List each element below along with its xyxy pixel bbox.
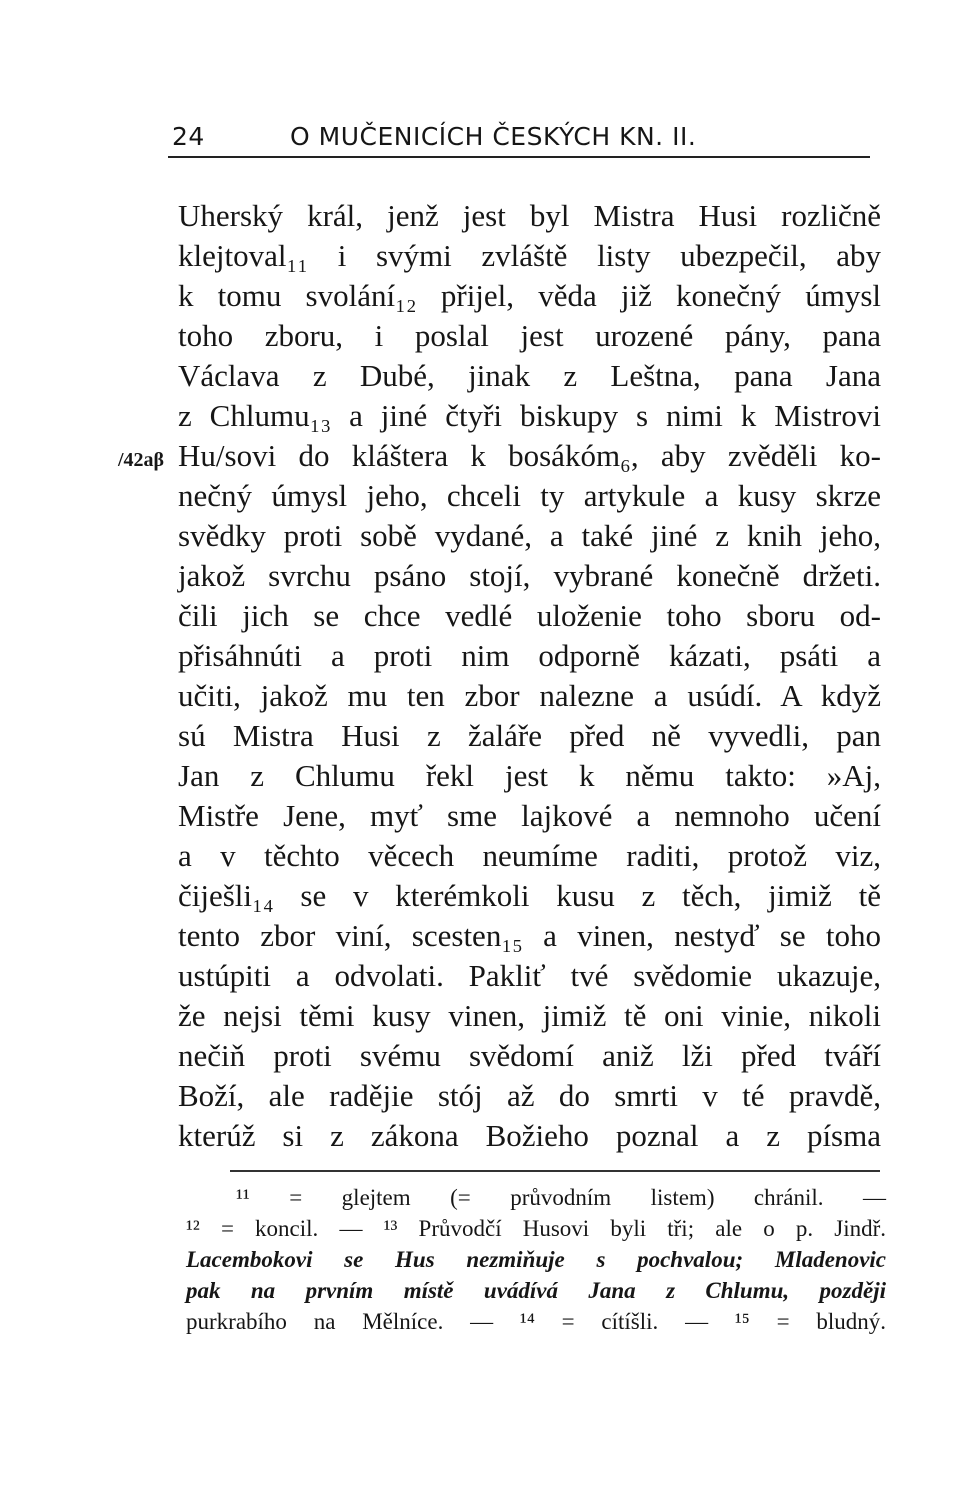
footnote-line: ¹² = koncil. — ¹³ Průvodčí Husovi byli tři; ale o p. Jindř. — [186, 1216, 886, 1241]
text-line: ustúpiti a odvolati. Pakliť tvé svědomie ukazuje, — [178, 958, 881, 993]
page-number: 24 — [172, 122, 205, 151]
text-line: kterúž si z zákona Božieho poznal a z písma — [178, 1118, 881, 1153]
text-line: z Chlumu₁₃ a jiné čtyři biskupy s nimi k Mistrovi — [178, 398, 881, 433]
text-line: nečiň proti svému svědomí aniž lži před tváří — [178, 1038, 881, 1073]
text-line: tento zbor viní, scesten₁₅ a vinen, nestyď se toho — [178, 918, 881, 953]
footnote-line: ¹¹ = glejtem (= průvodním listem) chránil. — — [236, 1185, 886, 1210]
text-line: a v těchto věcech neumíme raditi, protož viz, — [178, 838, 881, 873]
text-line: klejtoval₁₁ i svými zvláště listy ubezpečil, aby — [178, 238, 881, 273]
running-title: O MUČENICÍCH ČESKÝCH KN. II. — [290, 122, 697, 151]
footnote-line: purkrabího na Mělníce. — ¹⁴ = cítíšli. — ¹⁵ = bludný. — [186, 1309, 886, 1334]
text-line: přisáhnúti a proti nim odporně kázati, psáti a — [178, 638, 881, 673]
text-line: Mistře Jene, myť sme lajkové a nemnoho učení — [178, 798, 881, 833]
text-line: učiti, jakož mu ten zbor nalezne a usúdí. A když — [178, 678, 881, 713]
footnote-divider — [230, 1170, 880, 1172]
text-line: čili jich se chce vedlé uloženie toho sboru od- — [178, 598, 881, 633]
footnote-line: pak na prvním místě uvádívá Jana z Chlumu, později — [186, 1278, 886, 1303]
text-line: že nejsi těmi kusy vinen, jimiž tě oni vinie, nikoli — [178, 998, 881, 1033]
text-line: čiješli₁₄ se v kterémkoli kusu z těch, jimiž tě — [178, 878, 881, 913]
text-line: toho zboru, i poslal jest urozené pány, pana — [178, 318, 881, 353]
text-line: Jan z Chlumu řekl jest k němu takto: »Aj, — [178, 758, 881, 793]
text-line: Uherský král, jenž jest byl Mistra Husi rozličně — [178, 198, 881, 233]
text-line: Boží, ale radějie stój až do smrti v té pravdě, — [178, 1078, 881, 1113]
text-line: Hu/sovi do kláštera k bosákóm₆, aby zvěděli ko- — [178, 438, 881, 473]
text-line: svědky proti sobě vydané, a také jiné z knih jeho, — [178, 518, 881, 553]
text-line: Václava z Dubé, jinak z Leštna, pana Jana — [178, 358, 881, 393]
text-line: sú Mistra Husi z žaláře před ně vyvedli, pan — [178, 718, 881, 753]
text-line: jakož svrchu psáno stojí, vybrané konečně držeti. — [178, 558, 881, 593]
text-line: k tomu svolání₁₂ přijel, věda již konečný úmysl — [178, 278, 881, 313]
text-line: nečný úmysl jeho, chceli ty artykule a kusy skrze — [178, 478, 881, 513]
margin-reference: /42aβ — [118, 449, 165, 471]
footnote-line: Lacembokovi se Hus nezmiňuje s pochvalou; Mladenovic — [186, 1247, 886, 1272]
